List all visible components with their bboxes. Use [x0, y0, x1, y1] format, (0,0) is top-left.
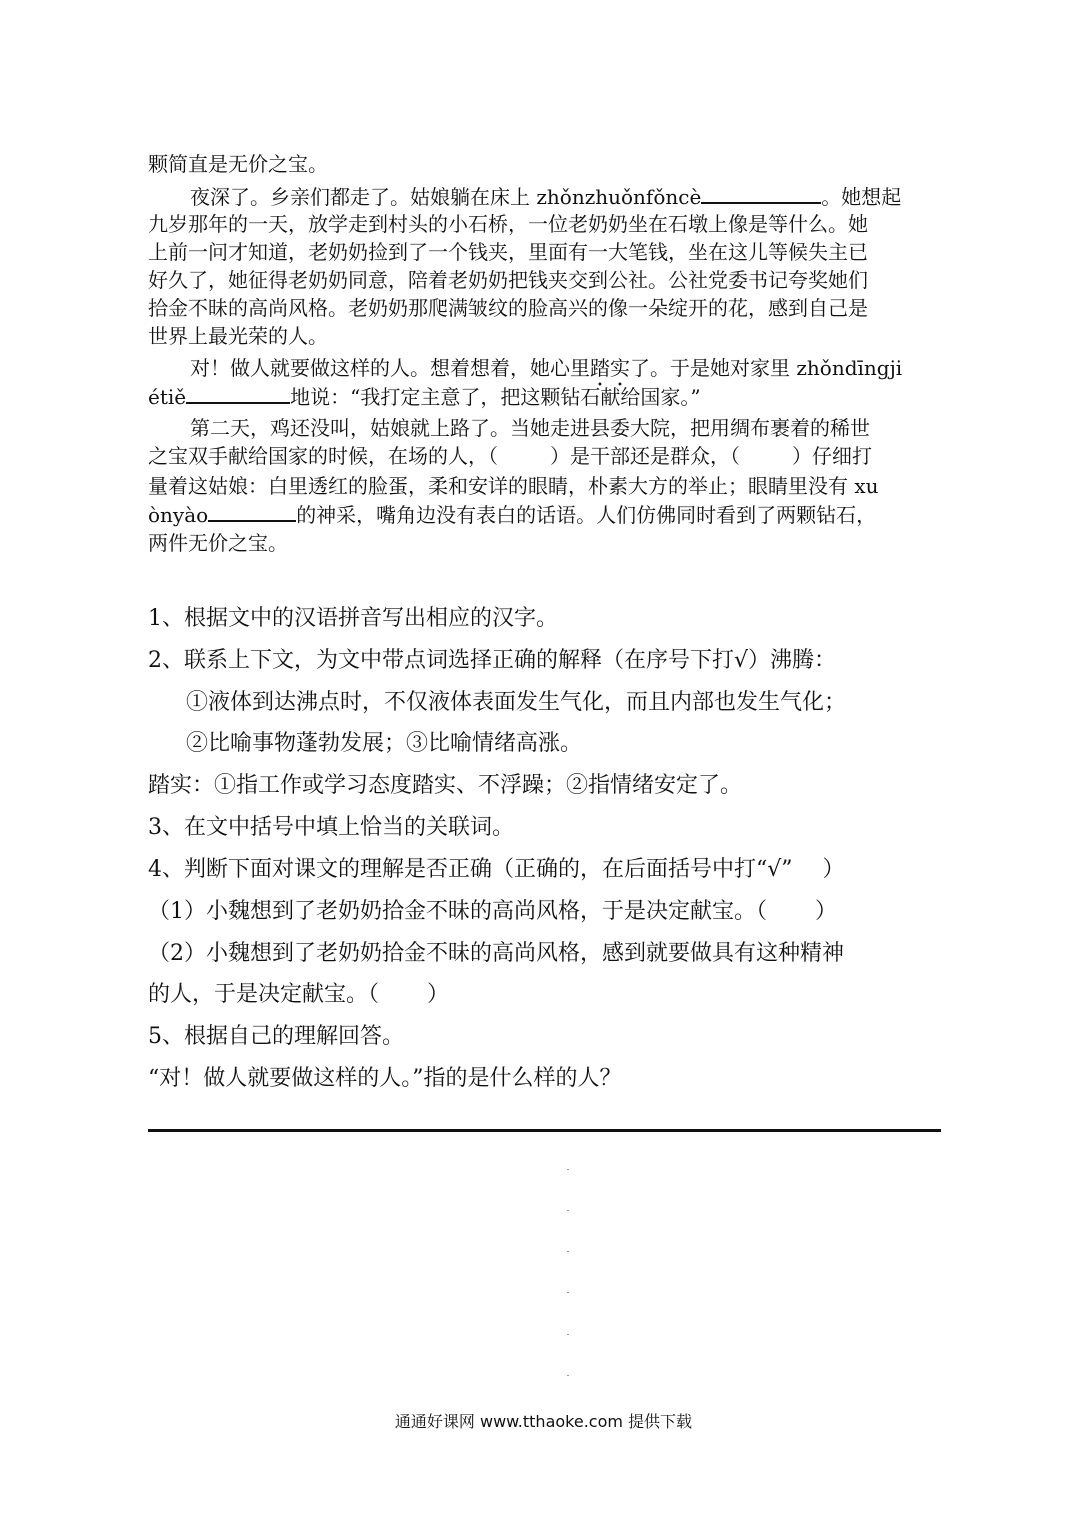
answer-blank[interactable] [186, 382, 290, 404]
passage-line [148, 322, 943, 350]
question-text: 5、根据自己的理解回答。 [148, 1024, 404, 1049]
passage-text: 拾金不昧的高尚风格。老奶奶那爬满皱纹的脸高兴的像一朵绽开的花，感到自己是 [148, 296, 868, 320]
option-text: ②比喻事物蓬勃发展；③比喻情绪高涨。 [186, 731, 583, 756]
question-4 [148, 855, 948, 885]
question-text: ） [822, 857, 845, 882]
answer-blank[interactable] [208, 500, 296, 522]
dot-mark [567, 1375, 569, 1376]
dotted-word: 踏实 [590, 356, 630, 380]
question-4-item-2 [148, 980, 948, 1010]
passage-line [148, 529, 943, 557]
passage-text: 第二天，鸡还没叫，姑娘就上路了。当她走进县委大院，把用绸布裹着的稀世 [190, 416, 870, 440]
question-text: 2、联系上下文，为文中带点词选择正确的解释（在序号下打√）沸腾： [148, 648, 837, 673]
passage-line [148, 238, 943, 266]
passage-text: 之宝双手献给国家的时候，在场的人，（ [148, 444, 498, 468]
passage-text: ）仔细打 [792, 444, 872, 468]
dot-mark [567, 1334, 569, 1335]
passage-line [148, 500, 943, 529]
passage-text: 夜深了。乡亲们都走了。姑娘躺在床上 zhǒnzhuǒnfǒncè [190, 185, 702, 209]
passage-text: 好久了，她征得老奶奶同意，陪着老奶奶把钱夹交到公社。公社党委书记夸奖她们 [148, 268, 868, 292]
question-5-quote [148, 1064, 948, 1094]
passage-text: 对！做人就要做这样的人。想着想着，她心里 [190, 356, 590, 380]
passage-text: 地说：“我打定主意了，把这颗钻石献给国家。” [290, 385, 701, 409]
footer-credit: 通通好课网 www.tthaoke.com 提供下载 [394, 1412, 693, 1431]
dot-mark [567, 1292, 569, 1293]
passage-line [148, 210, 943, 238]
question-3 [148, 813, 948, 843]
question-text: （2）小魏想到了老奶奶拾金不昧的高尚风格，感到就要做具有这种精神 [148, 941, 844, 966]
question-4-item-2 [148, 939, 948, 969]
passage-text: 上前一问才知道，老奶奶捡到了一个钱夹，里面有一大笔钱，坐在这儿等候失主已 [148, 240, 868, 264]
question-text: 1、根据文中的汉语拼音写出相应的汉字。 [148, 606, 558, 631]
passage-text: 。她想起 [821, 185, 902, 209]
question-1 [148, 604, 948, 634]
option-text: ①液体到达沸点时，不仅液体表面发生气化，而且内部也发生气化； [186, 690, 847, 715]
dot-mark [567, 1251, 569, 1252]
passage-text: 的神采，嘴角边没有表白的话语。人们仿佛同时看到了两颗钻石， [296, 503, 877, 527]
passage-text: 颗简直是无价之宝。 [148, 152, 328, 176]
question-2-tashi [148, 771, 948, 801]
passage-line [148, 472, 943, 500]
question-2-option [186, 688, 986, 718]
question-2 [148, 646, 948, 676]
passage-line [148, 442, 943, 470]
question-text: ） [815, 899, 838, 924]
answer-blank[interactable] [701, 182, 821, 204]
question-4-item-1 [148, 897, 948, 927]
dot-mark [567, 1169, 569, 1170]
passage-text: 量着这姑娘：白里透红的脸蛋，柔和安详的眼睛，朴素大方的举止；眼睛里没有 xu [148, 474, 879, 498]
passage-text: 两件无价之宝。 [148, 531, 288, 555]
question-text: “对！做人就要做这样的人。”指的是什么样的人？ [148, 1066, 622, 1091]
question-text: ） [427, 982, 450, 1007]
passage-line [148, 150, 943, 178]
passage-line [148, 382, 943, 411]
passage-line [148, 182, 943, 211]
question-text: （1）小魏想到了老奶奶拾金不昧的高尚风格，于是决定献宝。（ [148, 899, 767, 924]
passage-line [148, 414, 943, 442]
passage-text: 世界上最光荣的人。 [148, 324, 328, 348]
passage-text: ）是干部还是群众，（ [550, 444, 740, 468]
passage-text: étiě [148, 385, 187, 409]
passage-line [148, 294, 943, 322]
passage-text: 九岁那年的一天，放学走到村头的小石桥，一位老奶奶坐在石墩上像是等什么。她 [148, 212, 868, 236]
question-text: 3、在文中括号中填上恰当的关联词。 [148, 815, 514, 840]
dot-mark [567, 1210, 569, 1211]
option-text: 踏实：①指工作或学习态度踏实、不浮躁；②指情绪安定了。 [148, 773, 743, 798]
question-2-option [186, 729, 986, 759]
passage-text: ònyào [148, 503, 209, 527]
answer-rule-line [148, 1129, 941, 1132]
passage-line [148, 266, 943, 294]
question-5 [148, 1022, 948, 1052]
question-text: 4、判断下面对课文的理解是否正确（正确的，在后面括号中打“√” [148, 857, 793, 882]
question-text: 的人，于是决定献宝。（ [148, 982, 380, 1007]
passage-text: 了。于是她对家里 zhǒndīngji [630, 356, 903, 380]
